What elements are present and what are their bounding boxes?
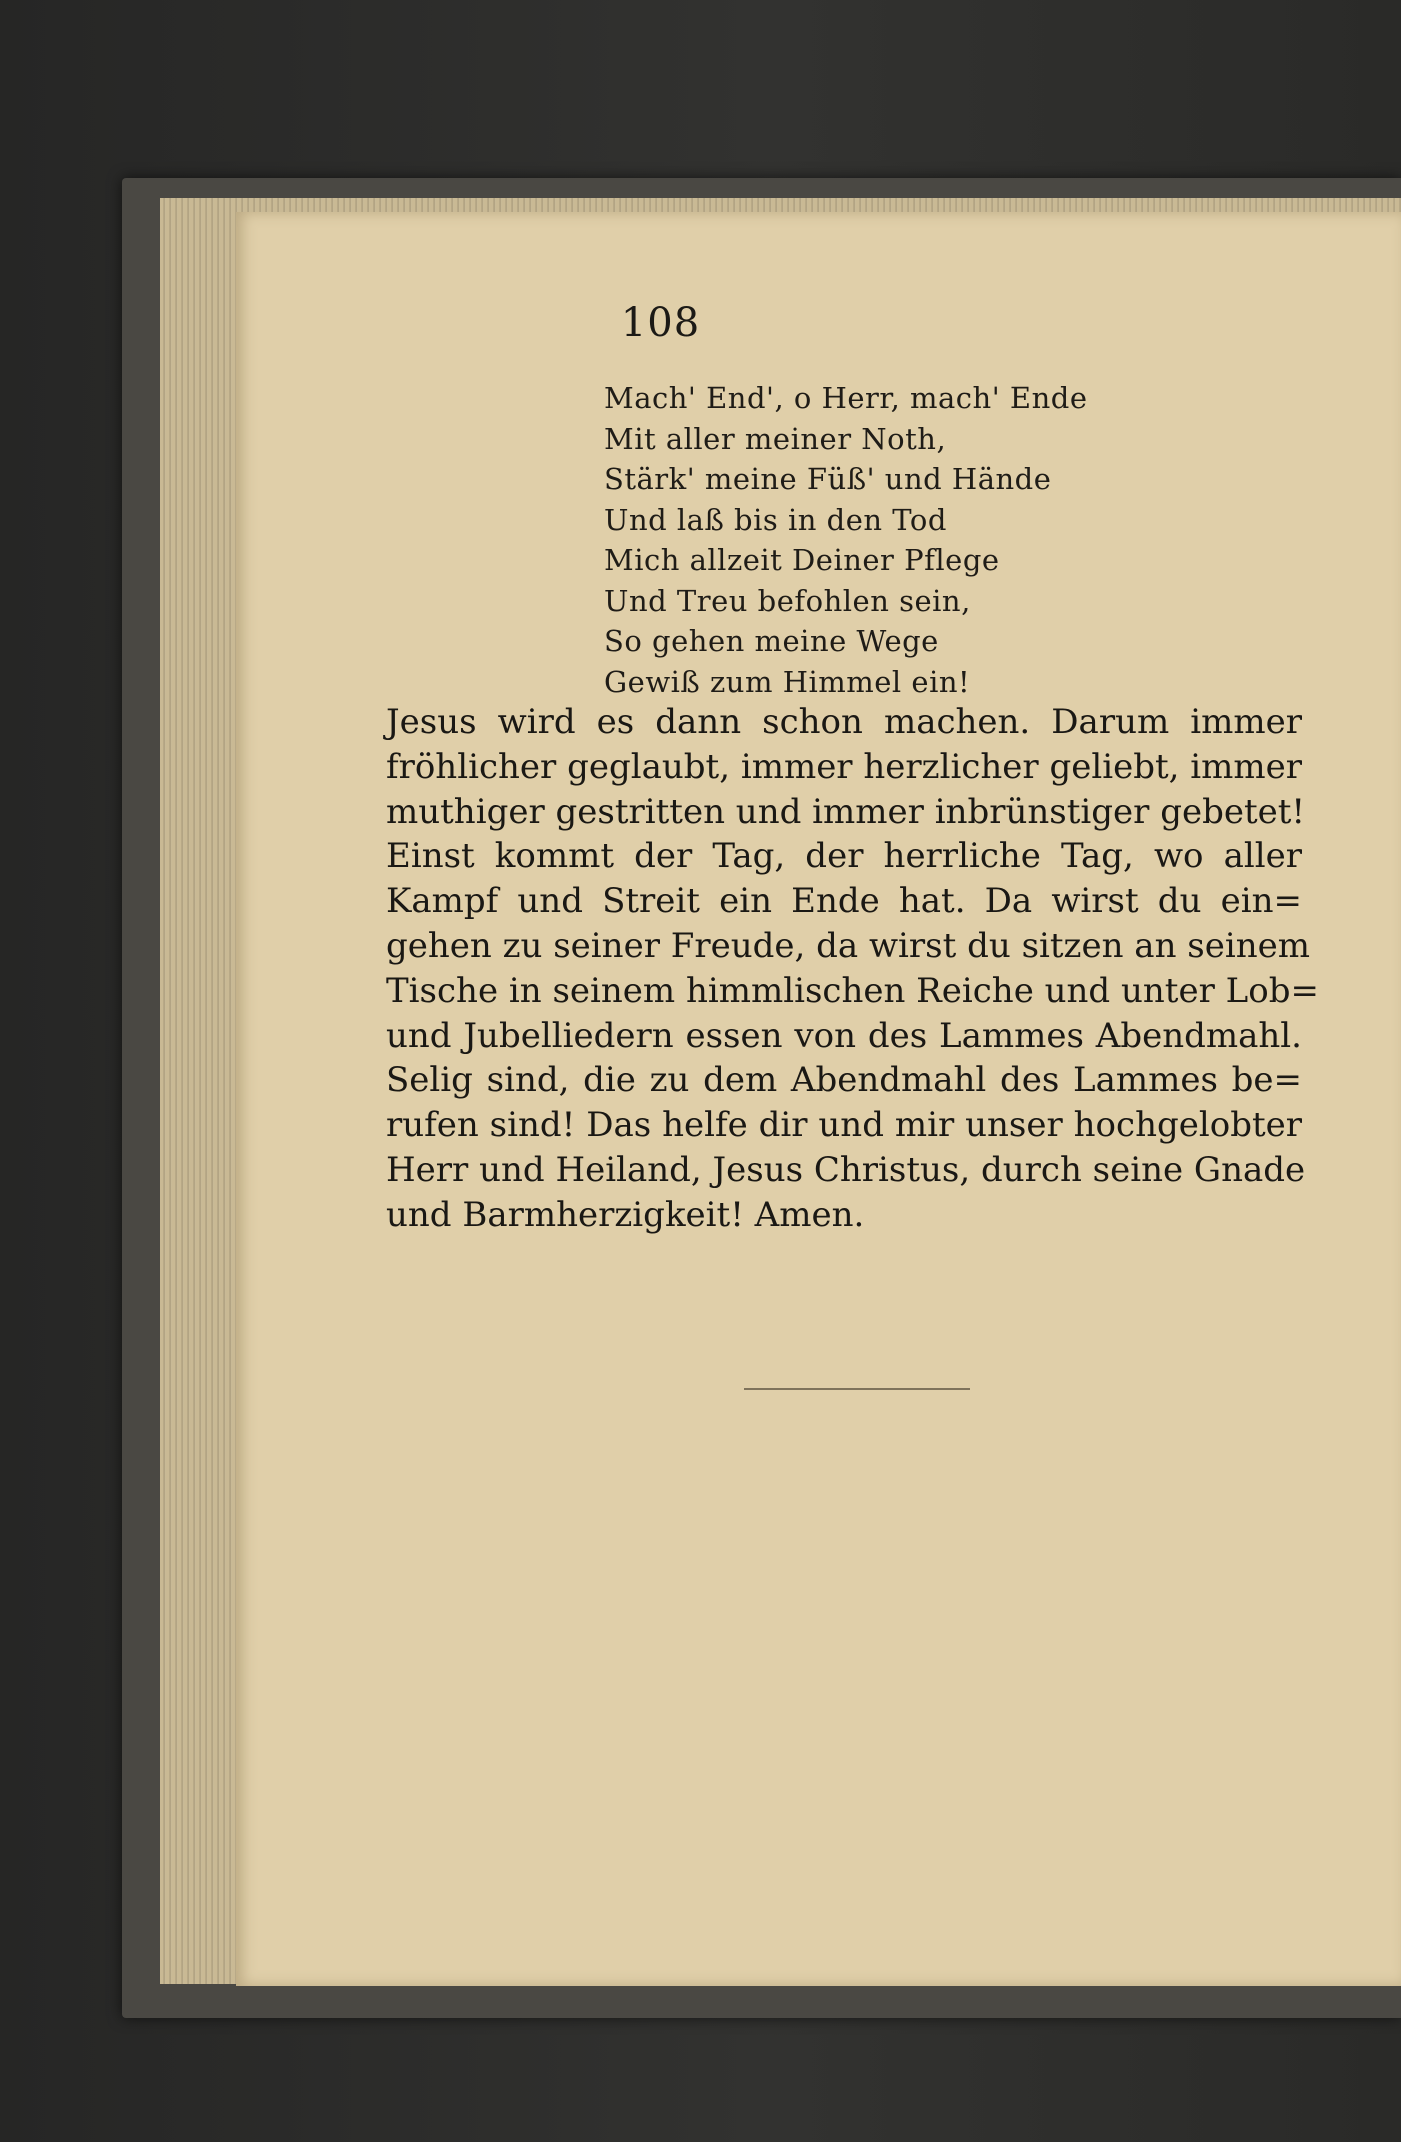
- paragraph-line: fröhlicher geglaubt, immer herzlicher geliebt, immer: [386, 746, 1302, 787]
- paragraph-line: Jesus wird es dann schon machen. Darum immer: [386, 702, 1302, 742]
- paragraph-line: Einst kommt der Tag, der herrliche Tag, wo aller: [386, 836, 1302, 877]
- paragraph-line: rufen sind! Das helfe dir und mir unser hochgelobter: [386, 1105, 1302, 1146]
- paragraph-line: und Jubelliedern essen von des Lammes Abendmahl.: [386, 1015, 1302, 1056]
- paragraph-line: Tische in seinem himmlischen Reiche und unter Lob=: [386, 970, 1319, 1011]
- section-divider: [744, 1388, 970, 1390]
- paragraph-line: und Barmherzigkeit! Amen.: [386, 1194, 865, 1235]
- verse-line: Und laß bis in den Tod: [604, 502, 947, 537]
- paragraph-line: Selig sind, die zu dem Abendmahl des Lammes be=: [386, 1060, 1302, 1101]
- verse-line: Gewiß zum Himmel ein!: [604, 664, 971, 699]
- hymn-verse: [604, 378, 1204, 702]
- verse-line: Mach' End', o Herr, mach' Ende: [604, 381, 1088, 415]
- verse-line: Und Treu befohlen sein,: [604, 583, 971, 618]
- body-paragraph: [386, 700, 1319, 1238]
- paragraph-line: Herr und Heiland, Jesus Christus, durch seine Gnade: [386, 1149, 1306, 1190]
- paragraph-line: muthiger gestritten und immer inbrünstiger gebetet!: [386, 791, 1306, 832]
- verse-line: So gehen meine Wege: [604, 624, 939, 658]
- verse-line: Mich allzeit Deiner Pflege: [604, 543, 1000, 577]
- verse-line: Stärk' meine Füß' und Hände: [604, 462, 1052, 496]
- verse-line: Mit aller meiner Noth,: [604, 421, 947, 456]
- page-number: 108: [620, 300, 701, 346]
- paragraph-line: gehen zu seiner Freude, da wirst du sitzen an seinem: [386, 925, 1310, 966]
- paragraph-line: Kampf und Streit ein Ende hat. Da wirst du ein=: [386, 881, 1302, 922]
